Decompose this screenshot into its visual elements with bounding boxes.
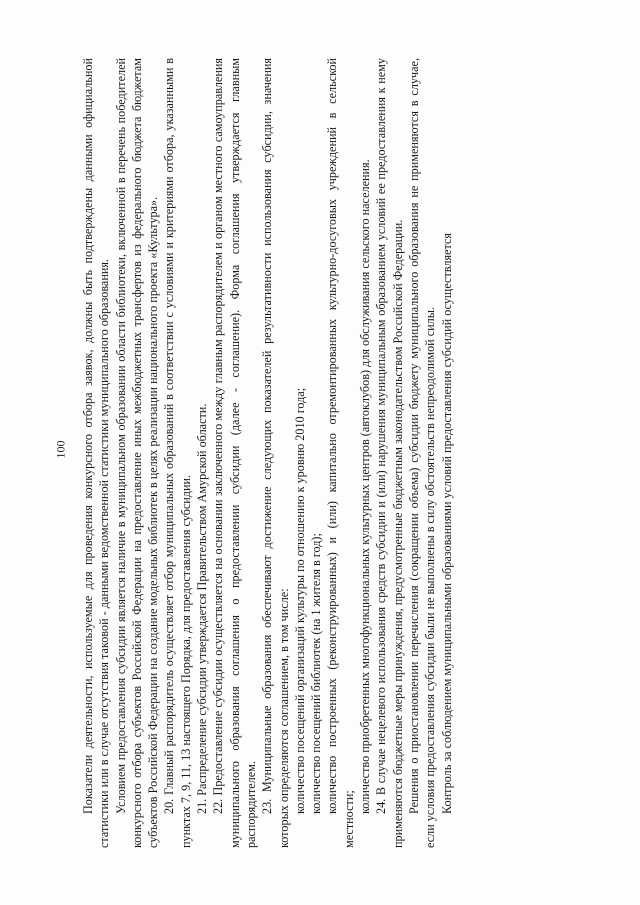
- paragraph: Условием предоставления субсидии является наличие в муниципальном образовании области библиотеки, включенной в перечень победителей конкурсного отбора субъектов Российской Федерации на предоставление иных межбюджетных трансфертов из федерального бюджета бюджетам субъектов Российской Федерации на создание модельных библиотек в целях реализации национального проекта «Культура».: [113, 58, 161, 848]
- paragraph: 23. Муниципальные образования обеспечивают достижение следующих показателей результативности использования субсидии, значения которых определяются соглашением, в том числе:: [260, 58, 291, 848]
- paragraph: 24. В случае нецелевого использования средств субсидии и (или) нарушения муниципальным образованием условий ее предоставления к нему применяются бюджетные меры принуждения, предусмотренные бюджетным законодательством Российской Федерации.: [374, 58, 405, 848]
- paragraph: 20. Главный распорядитель осуществляет отбор муниципальных образований в соответствии с условиями и критериями отбора, указанными в пунктах 7, 9, 11, 13 настоящего Порядка, для предоставления субсидии.: [162, 58, 193, 848]
- list-item: количество приобретенных многофункциональных культурных центров (автоклубов) для обслуживания сельского населения.: [358, 159, 373, 814]
- paragraph: 22. Предоставление субсидии осуществляется на основании заключенного между главным распорядителем и органом местного самоуправления муниципального образования соглашения о предоставлении субсидии (далее - соглашение). Форма соглашения утверждается главным распорядителем.: [211, 58, 258, 848]
- list-item: количество посещений библиотек (на 1 жителя в год);: [309, 533, 324, 814]
- list-item: количество построенных (реконструированных) и (или) капитально отремонтированных культурно-досуговых учреждений в сельской местности;: [325, 58, 356, 848]
- document-body: [80, 58, 550, 848]
- paragraph: Контроль за соблюдением муниципальными образованиями условий предоставления субсидий осуществляется: [439, 233, 454, 814]
- paragraph: Решения о приостановлении перечисления (сокращении объема) субсидии бюджету муниципального образования не применяются в случае, если условия предоставления субсидии были не выполнены в силу обстоятельств непреодолимой силы.: [406, 58, 438, 848]
- page-number: 100: [53, 440, 68, 459]
- paragraph: Показатели деятельности, используемые для проведения конкурсного отбора заявок, должны быть подтверждены данными официальной статистики или в случае отсутствия таковой - данными ведомственной статистики муниципального образования.: [81, 58, 112, 848]
- paragraph: 21. Распределение субсидии утверждается Правительством Амурской области.: [195, 403, 210, 814]
- list-item: количество посещений организаций культуры по отношению к уровню 2010 года;: [292, 387, 307, 814]
